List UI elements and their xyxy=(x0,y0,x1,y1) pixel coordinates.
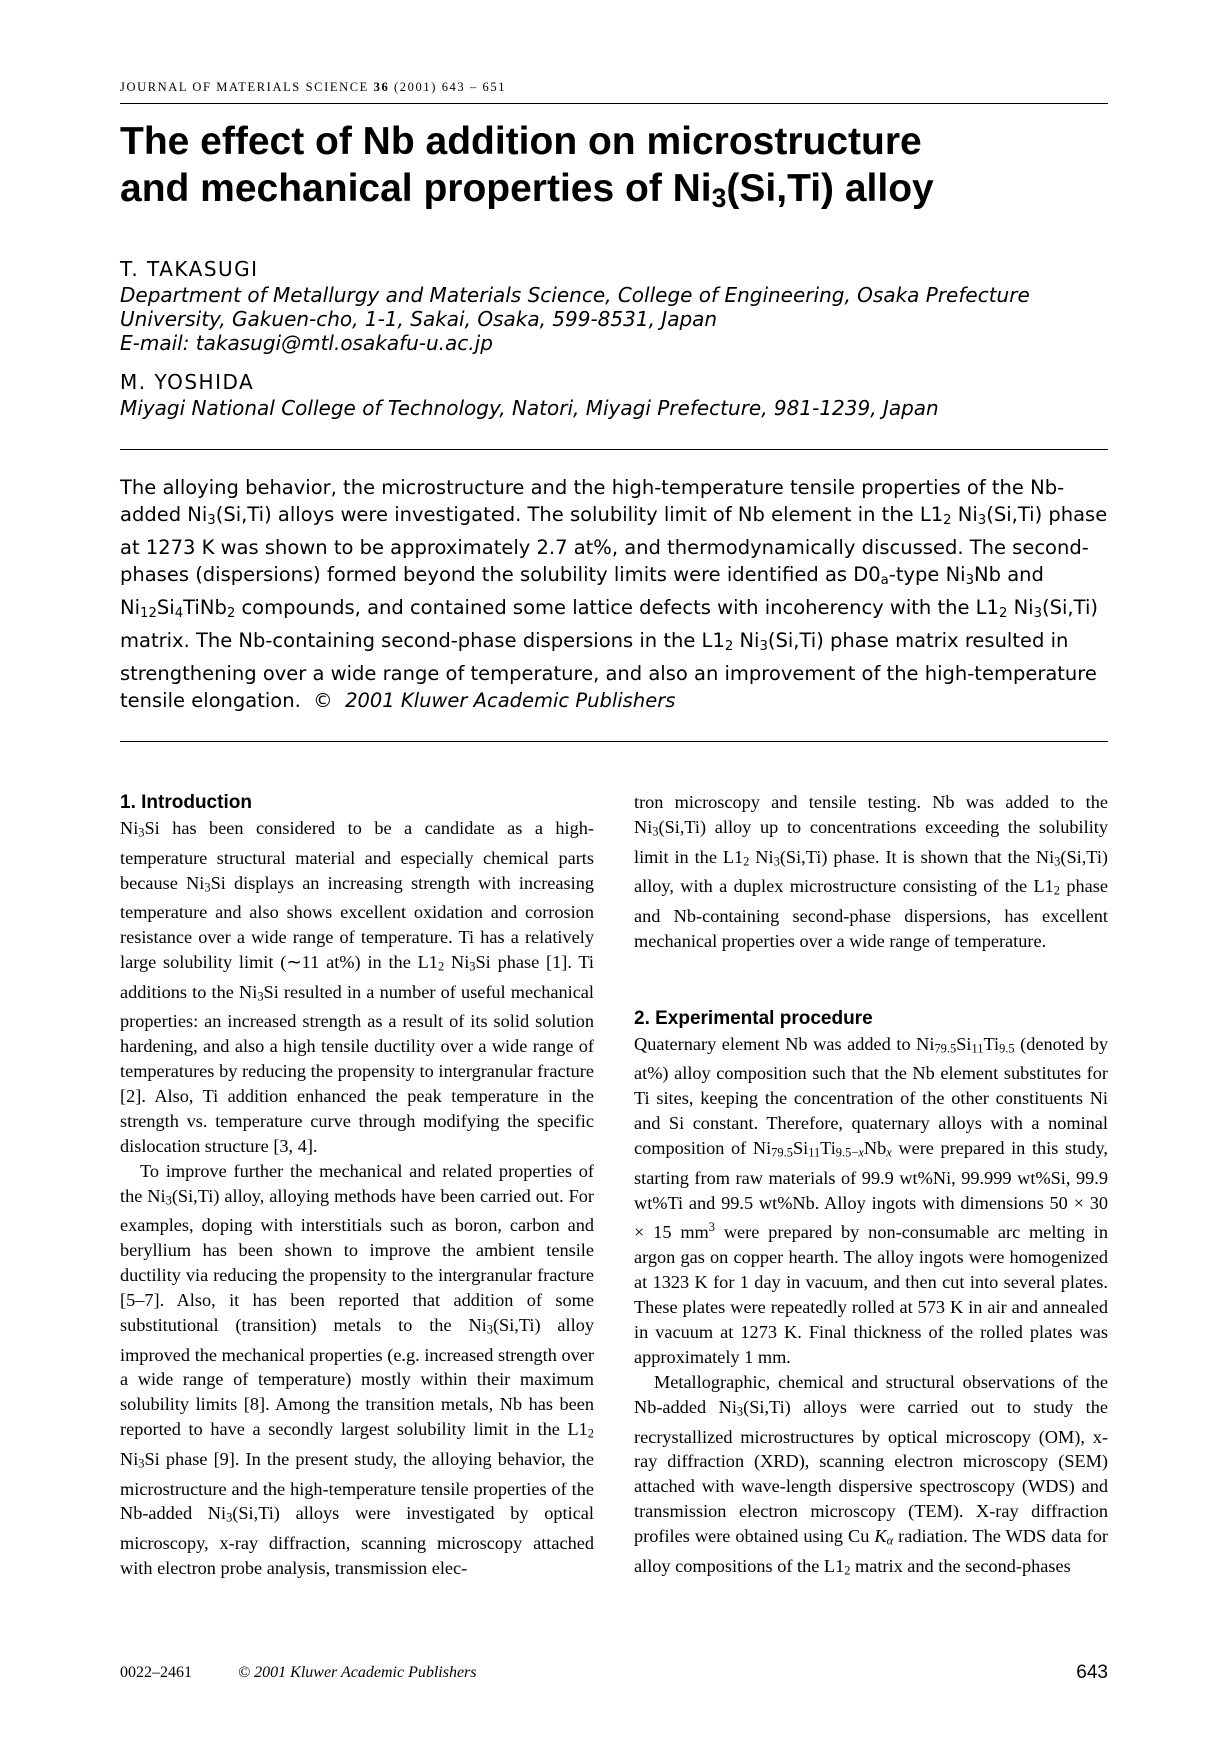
title-line-2b: (Si,Ti) alloy xyxy=(726,167,934,210)
paper-title xyxy=(120,118,1108,222)
journal-name: JOURNAL OF MATERIALS SCIENCE xyxy=(120,80,369,94)
author-affiliation: Miyagi National College of Technology, Natori, Miyagi Prefecture, 981-1239, Japan xyxy=(120,396,939,420)
author-affiliation: Department of Metallurgy and Materials Science, College of Engineering, Osaka Prefecture University, Gakuen-cho, 1-1, Sakai, Osaka, 599-8531, Japan E-mail: takasugi@mtl.osakafu-u.ac.jp xyxy=(120,283,1030,355)
journal-year-pages: (2001) 643 – 651 xyxy=(394,80,507,94)
abstract-bottom-rule xyxy=(120,741,1108,742)
abstract-top-rule xyxy=(120,449,1108,450)
abstract-publisher: 2001 Kluwer Academic Publishers xyxy=(345,688,676,712)
title-line-1: The effect of Nb addition on microstructure xyxy=(120,120,922,163)
section-heading: 2. Experimental procedure xyxy=(634,1007,873,1029)
journal-volume: 36 xyxy=(373,80,390,94)
running-head xyxy=(120,80,1108,95)
paragraph: tron microscopy and tensile testing. Nb was added to the $Ni_3(Si,Ti)$ alloy up to concentrations exceeding the solubility limit in the $L1_2$ $Ni_3(Si,Ti)$ phase. It is shown that the $Ni_3(Si,Ti)$ alloy, with a duplex microstructure consisting of the $L1_2$ phase and Nb-containing second-phase dispersions, has excellent mechanical properties over a wide range of temperature. xyxy=(634,792,1108,951)
paragraph: To improve further the mechanical and related properties of the $Ni_3(Si,Ti)$ alloy, alloying methods have been carried out. For examples, doping with interstitials such as boron, carbon and beryllium has been shown to improve the ambient tensile ductility via reducing the propensity to the intergranular fracture [5–7]. Also, it has been reported that addition of some substitutional (transition) metals to the $Ni_3(Si,Ti)$ alloy improved the mechanical properties (e.g. increased strength over a wide range of temperature) mostly within their maximum solubility limits [8]. Among the transition metals, Nb has been reported to have a secondly largest solubility limit in the $L1_2$ $Ni_3Si$ phase [9]. In the present study, the alloying behavior, the microstructure and the high-temperature tensile properties of the Nb-added $Ni_3(Si,Ti)$ alloys were investigated by optical microscopy, x-ray diffraction, scanning microscopy attached with electron probe analysis, transmission elec- xyxy=(120,1160,595,1578)
title-subscript: 3 xyxy=(711,182,727,213)
left-column xyxy=(120,790,594,1581)
section-heading: 1. Introduction xyxy=(120,792,252,813)
author-name: M. YOSHIDA xyxy=(120,370,255,394)
author-name: T. TAKASUGI xyxy=(120,257,259,281)
abstract: The alloying behavior, the microstructure and the high-temperature tensile properties of the Nb-added $Ni_3(Si,Ti)$ alloys were investigated. The solubility limit of Nb element in the $L1_2$ $Ni_3(Si,Ti)$ phase at 1273 K was shown to be approximately 2.7 at%, and thermodynamically discussed. The second-phases (dispersions) formed beyond the solubility limits were identified as $D0_a$-type $Ni_3Nb$ and $Ni_{12}Si_4TiNb_2$ compounds, and contained some lattice defects with incoherency with the $L1_2$ $Ni_3(Si,Ti)$ matrix. The Nb-containing second-phase dispersions in the $L1_2$ $Ni_3(Si,Ti)$ phase matrix resulted in strengthening over a wide range of temperature, and also an improvement of the high-temperature tensile elongation. © 2001 Kluwer Academic Publishers xyxy=(120,476,1108,712)
paragraph: Quaternary element Nb was added to $Ni_{79.5}Si_{11}Ti_{9.5}$ (denoted by at%) alloy composition such that the Nb element substitutes for Ti sites, keeping the concentration of the other constituents Ni and Si constant. Therefore, quaternary alloys with a nominal composition of $Ni_{79.5}Si_{11}Ti_{9.5-x}Nb_x$ were prepared in this study, starting from raw materials of 99.9 wt%Ni, 99.999 wt%Si, 99.9 wt%Ti and 99.5 wt%Nb. Alloy ingots with dimensions 50 × 30 × 15 $mm^3$ were prepared by non-consumable arc melting in argon gas on copper hearth. The alloy ingots were homogenized at 1323 K for 1 day in vacuum, and then cut into several plates. These plates were repeatedly rolled at 573 K in air and annealed in vacuum at 1273 K. Final thickness of the rolled plates was approximately 1 mm. xyxy=(634,1033,1108,1368)
right-column xyxy=(634,790,1108,1583)
issn: 0022–2461 xyxy=(120,1664,192,1681)
paragraph: $Ni_3Si$ has been considered to be a candidate as a high-temperature structural material and especially chemical parts because $Ni_3Si$ displays an increasing strength with increasing temperature and also shows excellent oxidation and corrosion resistance over a wide range of temperature. Ti has a relatively large solubility limit (∼11 at%) in the $L1_2$ $Ni_3Si$ phase [1]. Ti additions to the $Ni_3Si$ resulted in a number of useful mechanical properties: an increased strength as a result of its solid solution hardening, and also a high tensile ductility over a wide range of temperatures by reducing the propensity to intergranular fracture [2]. Also, Ti addition enhanced the peak temperature in the strength vs. temperature curve through modifying the specific dislocation structure [3, 4]. xyxy=(120,818,594,1156)
page-number: 643 xyxy=(1076,1662,1108,1683)
title-line-2a: and mechanical properties of Ni xyxy=(120,167,712,210)
paragraph: Metallographic, chemical and structural observations of the Nb-added $Ni_3(Si,Ti)$ alloys were carried out to study the recrystallized microstructures by optical microscopy (OM), x-ray diffraction (XRD), scanning electron microscopy (SEM) attached with wave-length dispersive spectroscopy (WDS) and transmission electron microscopy (TEM). X-ray diffraction profiles were obtained using Cu $K_\alpha$ radiation. The WDS data for alloy compositions of the $L1_2$ matrix and the second-phases xyxy=(634,1371,1109,1578)
copyright-symbol: © xyxy=(313,688,333,712)
footer-publisher: © 2001 Kluwer Academic Publishers xyxy=(238,1664,477,1681)
header-rule xyxy=(120,103,1108,104)
